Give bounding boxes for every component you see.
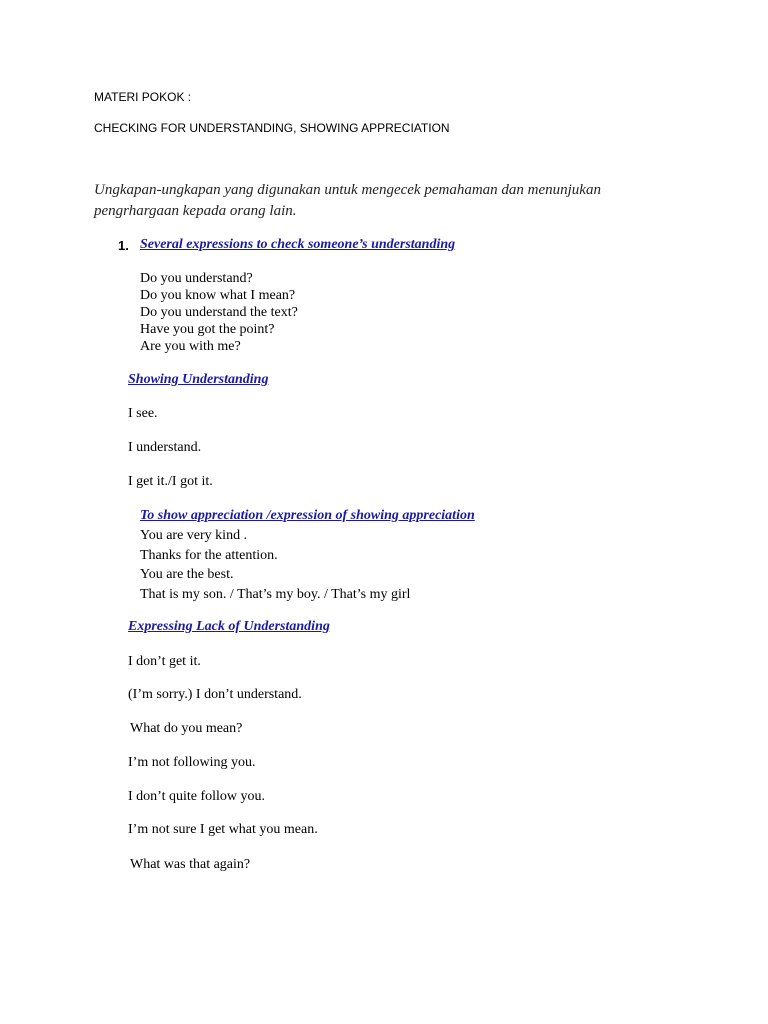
list-item: Do you know what I mean? [140, 288, 296, 303]
list-item: Do you understand? [140, 271, 253, 286]
appreciation-list [140, 526, 410, 604]
list-item: (I’m sorry.) I don’t understand. [128, 687, 302, 702]
list-item: I get it./I got it. [128, 474, 213, 489]
list-item: I understand. [128, 440, 202, 455]
materi-pokok-label: MATERI POKOK : [94, 90, 192, 104]
list-item: I’m not following you. [128, 755, 256, 770]
lack-understanding-heading: Expressing Lack of Understanding [128, 619, 330, 634]
list-item: What do you mean? [130, 721, 243, 736]
list-item: Thanks for the attention. [140, 547, 278, 563]
list-item: What was that again? [130, 857, 251, 872]
list-item: You are the best. [140, 567, 234, 582]
list-item: Have you got the point? [140, 322, 275, 337]
list-item: I don’t quite follow you. [128, 789, 266, 804]
list-item: That is my son. / That’s my boy. / That’s my girl [140, 586, 411, 602]
showing-understanding-heading: Showing Understanding [128, 372, 269, 387]
list-item: I see. [128, 406, 158, 421]
list-item: You are very kind . [140, 528, 248, 543]
appreciation-heading: To show appreciation /expression of showing appreciation [140, 508, 475, 523]
intro-line-2: pengrhargaan kepada orang lain. [94, 203, 297, 219]
topic-title: CHECKING FOR UNDERSTANDING, SHOWING APPRECIATION [94, 121, 450, 135]
intro-line-1: Ungkapan-ungkapan yang digunakan untuk mengecek pemahaman dan menunjukan [94, 182, 601, 198]
list-item: Do you understand the text? [140, 305, 298, 320]
check-understanding-heading: Several expressions to check someone’s understanding [140, 237, 456, 252]
intro-paragraph [94, 180, 694, 222]
list-item: I don’t get it. [128, 654, 201, 669]
check-understanding-list [140, 270, 298, 355]
list-item: Are you with me? [140, 339, 241, 354]
list-number-1: 1. [118, 238, 129, 253]
list-item: I’m not sure I get what you mean. [128, 822, 318, 837]
